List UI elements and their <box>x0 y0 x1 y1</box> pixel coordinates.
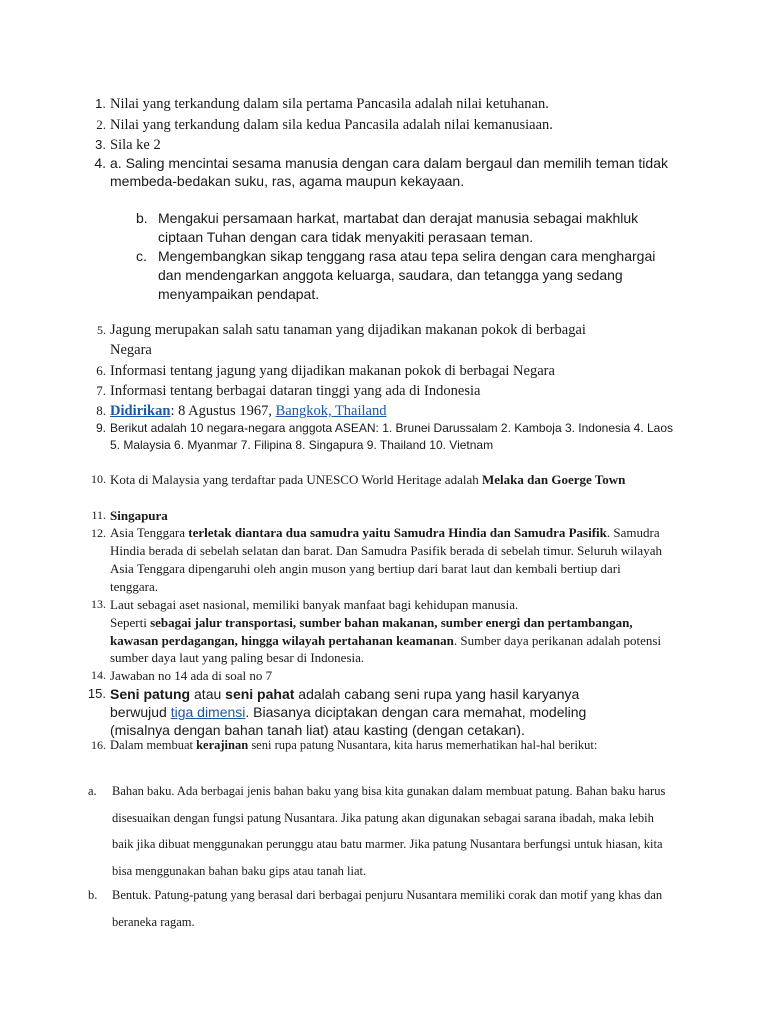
list-text: Kota di Malaysia yang terdaftar pada UNESCO World Heritage adalah <box>110 472 482 487</box>
tiga-dimensi-link[interactable]: tiga dimensi <box>170 704 246 720</box>
list-number: 5. <box>97 323 106 337</box>
list-number: 4. <box>94 155 106 171</box>
list-item-15 <box>87 685 630 739</box>
list-text: Jagung merupakan salah satu tanaman yang dijadikan makanan pokok di berbagai Negara <box>110 322 586 358</box>
list-number: 1. <box>95 96 106 111</box>
list-text-bold: Singapura <box>110 508 168 523</box>
list-letter: c. <box>136 248 147 264</box>
list-item-8 <box>96 401 676 421</box>
didirikan-link[interactable]: Didirikan <box>110 403 171 419</box>
list-text: Mengembangkan sikap tenggang rasa atau tepa selira dengan cara menghargai dan mendengarkan anggota keluarga, saudara, dan tetangga yang sedang menyampaikan pendapat. <box>158 248 656 302</box>
list-number: 11. <box>91 508 106 522</box>
list-item-5 <box>97 320 630 360</box>
list-number: 10. <box>91 472 106 486</box>
list-item-9 <box>95 420 676 454</box>
paragraph-b <box>88 882 678 935</box>
list-letter: b. <box>136 210 148 226</box>
list-text: adalah cabang seni rupa yang hasil karyanya berwujud <box>110 686 580 720</box>
list-number: 6. <box>96 363 106 378</box>
bangkok-link[interactable]: Bangkok, Thailand <box>275 403 387 419</box>
list-text: Dalam membuat <box>110 738 197 752</box>
list-item-14 <box>91 667 676 685</box>
list-item-10 <box>91 471 660 489</box>
list-text: Nilai yang terkandung dalam sila pertama Pancasila adalah nilai ketuhanan. <box>110 96 549 112</box>
list-item-13 <box>91 596 670 667</box>
list-text: Nilai yang terkandung dalam sila kedua Pancasila adalah nilai kemanusiaan. <box>110 117 553 133</box>
list-number: 15. <box>87 686 106 701</box>
list-item-6 <box>96 361 676 381</box>
list-number: 12. <box>91 526 106 540</box>
list-item-1 <box>95 94 676 114</box>
list-text-bold: terletak diantara dua samudra yaitu Samudra Hindia dan Samudra Pasifik <box>188 525 607 540</box>
list-text-post: . Biasanya diciptakan dengan cara memahat, modeling (misalnya dengan bahan tanah liat) atau kasting (dengan cetakan). <box>110 704 587 738</box>
list-item-4c <box>136 247 676 304</box>
list-item-2 <box>96 115 676 135</box>
seni-patung-term: Seni patung <box>110 686 191 702</box>
list-text-bold: sebagai jalur transportasi, sumber bahan makanan, sumber energi dan pertambangan, kawasan perdagangan, hingga wilayah pertahanan keamanan <box>110 614 633 648</box>
list-item-3 <box>95 135 676 155</box>
list-text: Mengakui persamaan harkat, martabat dan derajat manusia sebagai makhluk ciptaan Tuhan dengan cara tidak menyakiti perasaan teman. <box>158 210 639 245</box>
list-text-post: seni rupa patung Nusantara, kita harus memerhatikan hal-hal berikut: <box>248 738 598 752</box>
list-text: Informasi tentang jagung yang dijadikan makanan pokok di berbagai Negara <box>110 363 555 379</box>
list-number: 7. <box>96 383 106 398</box>
colon: : <box>170 403 175 419</box>
list-number: 16. <box>91 738 106 752</box>
list-text-line1: Laut sebagai aset nasional, memiliki banyak manfaat bagi kehidupan manusia. <box>110 597 519 612</box>
list-number: 13. <box>91 597 106 611</box>
list-item-4 <box>94 154 676 190</box>
list-number: 3. <box>95 137 106 152</box>
list-text-post: . Sumber daya perikanan adalah potensi sumber daya laut yang paling besar di Indonesia. <box>110 632 662 666</box>
paragraph-text: Bahan baku. Ada berbagai jenis bahan baku yang bisa kita gunakan dalam membuat patung. Bahan baku harus disesuaikan dengan fungsi patung Nusantara. Jika patung akan digunakan sebagai sarana ibadah, maka lebih baik jika dibuat menggunakan perunggu atau batu marmer. Jika patung Nusantara berfungsi untuk hiasan, kita bisa menggunakan bahan baku gips atau tanah liat. <box>112 784 666 878</box>
list-text-bold: Melaka dan Goerge Town <box>481 472 626 487</box>
paragraph-a <box>88 778 678 884</box>
paragraph-letter: b. <box>88 888 98 902</box>
list-text: Asia Tenggara <box>110 525 189 540</box>
list-item-11 <box>91 507 676 525</box>
list-number: 9. <box>95 421 106 435</box>
list-text: Berikut adalah 10 negara-negara anggota ASEAN: 1. Brunei Darussalam 2. Kamboja 3. Indonesia 4. Laos 5. Malaysia 6. Myanmar 7. Filipina 8. Singapura 9. Thailand 10. Vietnam <box>110 421 674 452</box>
list-number: 2. <box>96 117 106 132</box>
paragraph-letter: a. <box>88 784 97 798</box>
list-number: 14. <box>91 668 106 682</box>
list-item-16 <box>91 737 690 754</box>
list-text: Seperti <box>110 614 151 630</box>
seni-pahat-term: seni pahat <box>225 686 295 702</box>
list-text: Sila ke 2 <box>110 137 161 153</box>
list-text-post: . Samudra Hindia berada di sebelah selatan dan barat. Dan Samudra Pasifik berada di sebelah timur. Seluruh wilayah Asia Tenggara dipengaruhi oleh angin muson yang bertiup dari barat laut dan kembali bertiup dari tenggara. <box>110 525 662 594</box>
list-text: Informasi tentang berbagai dataran tinggi yang ada di Indonesia <box>110 383 481 399</box>
list-text-bold: kerajinan <box>196 738 249 752</box>
list-text: Jawaban no 14 ada di soal no 7 <box>110 668 273 683</box>
list-text: a. Saling mencintai sesama manusia dengan cara dalam bergaul dan memilih teman tidak membeda-bedakan suku, ras, agama maupun kekayaan. <box>110 155 668 189</box>
list-item-12 <box>91 524 666 596</box>
paragraph-text: Bentuk. Patung-patung yang berasal dari berbagai penjuru Nusantara memiliki corak dan motif yang khas dan beraneka ragam. <box>112 888 663 929</box>
founding-date: 8 Agustus 1967, <box>174 403 276 419</box>
list-text: atau <box>190 686 226 702</box>
list-item-7 <box>96 381 676 401</box>
list-number: 8. <box>96 403 106 418</box>
list-item-4b <box>136 209 676 247</box>
